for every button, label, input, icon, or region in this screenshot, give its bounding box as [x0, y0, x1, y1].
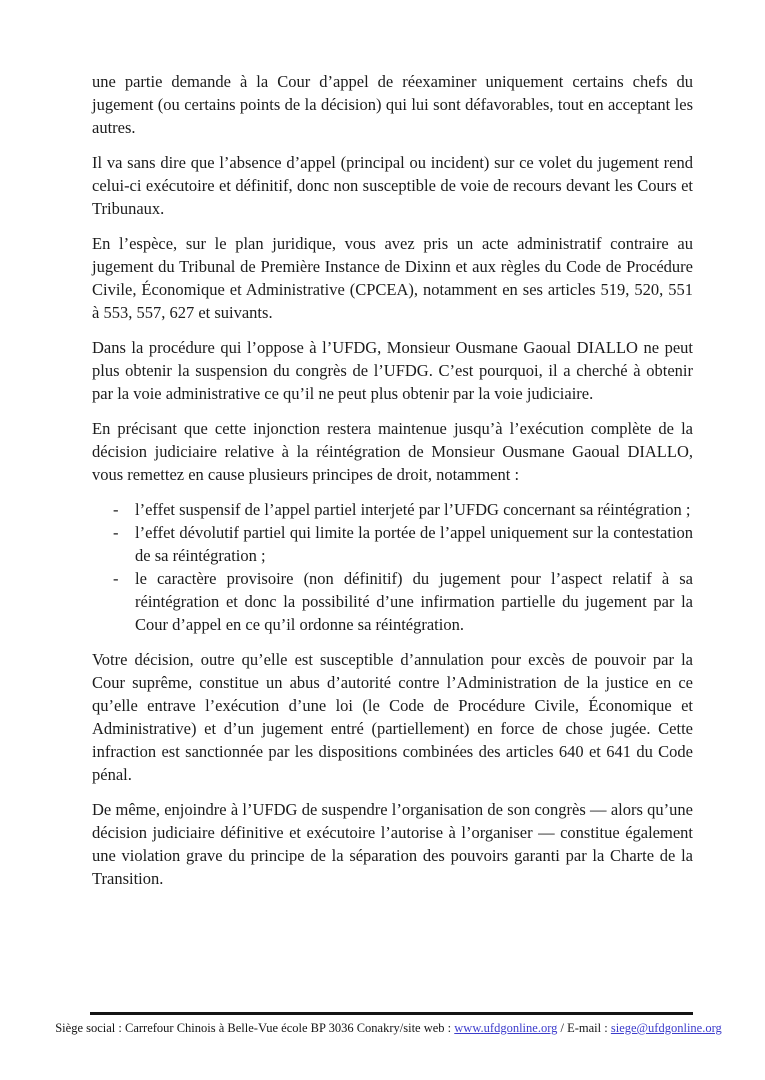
bullet-dash-marker: - [113, 523, 119, 542]
paragraph-separation-pouvoirs: De même, enjoindre à l’UFDG de suspendre l’organisation de son congrès — alors qu’une décision judiciaire définitive et exécutoire l’autorise à l’organiser — constitue également une violation grave du principe de la séparation des pouvoirs garanti par la Charte de la Transition. [92, 800, 693, 888]
bullet-text: le caractère provisoire (non définitif) du jugement pour l’aspect relatif à sa réintégration et donc la possibilité d’une infirmation partielle du jugement par la Cour d’appel en ce qu’il ordonne sa réintégration. [135, 569, 693, 634]
footer-divider-line [90, 1012, 693, 1015]
bullet-text: l’effet dévolutif partiel qui limite la portée de l’appel uniquement sur la contestation de sa réintégration ; [135, 523, 693, 565]
footer-address-text: Siège social : Carrefour Chinois à Belle-Vue école BP 3036 Conakry/site web : [55, 1021, 455, 1035]
footer-email-label: / E-mail : [557, 1021, 611, 1035]
paragraph-absence-appel: Il va sans dire que l’absence d’appel (principal ou incident) sur ce volet du jugement rend celui-ci exécutoire et définitif, donc non susceptible de voie de recours devant les Cours et Tribunaux. [92, 153, 693, 218]
document-body [92, 70, 693, 902]
paragraph-procedure-ufdg: Dans la procédure qui l’oppose à l’UFDG, Monsieur Ousmane Gaoual DIALLO ne peut plus obtenir la suspension du congrès de l’UFDG. C’est pourquoi, il a cherché à obtenir par la voie administrative ce qu’il ne peut plus obtenir par la voie judiciaire. [92, 338, 693, 403]
paragraph-acte-administratif: En l’espèce, sur le plan juridique, vous avez pris un acte administratif contraire au jugement du Tribunal de Première Instance de Dixinn et aux règles du Code de Procédure Civile, Économique et Administrative (CPCEA), notamment en ses articles 519, 520, 551 à 553, 557, 627 et suivants. [92, 234, 693, 322]
bullet-item-effet-suspensif [92, 498, 693, 521]
bullet-text: l’effet suspensif de l’appel partiel interjeté par l’UFDG concernant sa réintégration ; [135, 500, 691, 519]
paragraph-injonction: En précisant que cette injonction restera maintenue jusqu’à l’exécution complète de la décision judiciaire relative à la réintégration de Monsieur Ousmane Gaoual DIALLO, vous remettez en cause plusieurs principes de droit, notamment : [92, 419, 693, 484]
bullet-item-effet-devolutif [92, 521, 693, 567]
bullet-list-principes [92, 498, 693, 636]
footer-email-link[interactable]: siege@ufdgonline.org [610, 1021, 722, 1035]
bullet-dash-marker: - [113, 500, 119, 519]
paragraph-appel-partiel: une partie demande à la Cour d’appel de réexaminer uniquement certains chefs du jugement (ou certains points de la décision) qui lui sont défavorables, tout en acceptant les autres. [92, 72, 693, 137]
page-footer [0, 1012, 765, 1036]
footer-contact-line [0, 1020, 765, 1036]
paragraph-votre-decision: Votre décision, outre qu’elle est susceptible d’annulation pour excès de pouvoir par la Cour suprême, constitue un abus d’autorité contre l’Administration de la justice en ce qu’elle entrave l’exécution d’une loi (le Code de Procédure Civile, Économique et Administrative) et d’un jugement entré (partiellement) en force de chose jugée. Cette infraction est sanctionnée par les dispositions combinées des articles 640 et 641 du Code pénal. [92, 650, 693, 784]
bullet-item-caractere-provisoire [92, 567, 693, 636]
bullet-dash-marker: - [113, 569, 119, 588]
footer-website-link[interactable]: www.ufdgonline.org [454, 1021, 558, 1035]
